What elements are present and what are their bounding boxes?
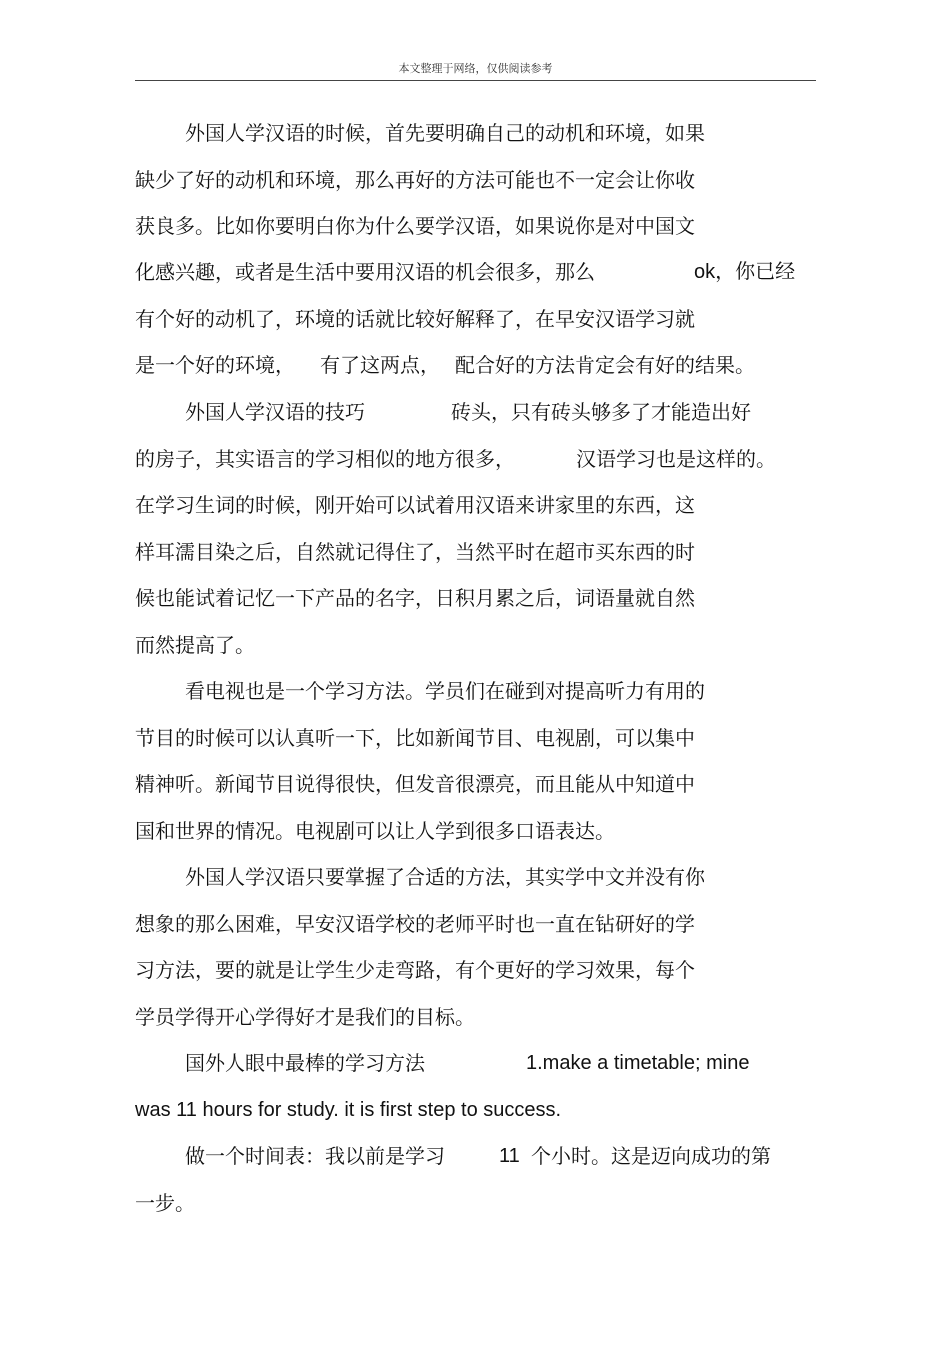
text-line: 外国人学汉语只要掌握了合适的方法，其实学中文并没有你 — [185, 865, 705, 889]
text-line: 看电视也是一个学习方法。学员们在碰到对提高听力有用的 — [185, 679, 705, 703]
text-line: 是一个好的环境， — [135, 353, 295, 377]
text-line: 配合好的方法肯定会有好的结果。 — [455, 353, 755, 377]
text-line: 砖头，只有砖头够多了才能造出好 — [451, 400, 751, 424]
text-line: 个小时。这是迈向成功的第 — [531, 1144, 771, 1168]
text-line: 节目的时候可以认真听一下，比如新闻节目、电视剧，可以集中 — [135, 726, 695, 750]
text-line: 获良多。比如你要明白你为什么要学汉语，如果说你是对中国文 — [135, 214, 695, 238]
text-line: 1.make a timetable; mine — [526, 1052, 750, 1074]
header-note: 本文整理于网络，仅供阅读参考 — [398, 62, 553, 75]
text-line: 候也能试着记忆一下产品的名字，日积月累之后，词语量就自然 — [135, 586, 695, 610]
text-line: was 11 hours for study. it is first step to success. — [135, 1099, 562, 1121]
text-line: 做一个时间表：我以前是学习 — [185, 1144, 445, 1168]
text-line: 化感兴趣，或者是生活中要用汉语的机会很多，那么 — [135, 260, 595, 284]
text-line: 而然提高了。 — [135, 633, 255, 657]
text-line: 外国人学汉语的技巧 — [185, 400, 365, 424]
text-line: 缺少了好的动机和环境，那么再好的方法可能也不一定会让你收 — [135, 168, 695, 192]
text-line: 国和世界的情况。电视剧可以让人学到很多口语表达。 — [135, 819, 615, 843]
text-line: 的房子，其实语言的学习相似的地方很多， — [135, 447, 515, 471]
text-line: ok，你已经 — [694, 261, 796, 283]
text-line: 国外人眼中最棒的学习方法 — [185, 1051, 425, 1075]
text-line: 在学习生词的时候，刚开始可以试着用汉语来讲家里的东西，这 — [135, 493, 695, 517]
text-line: 有了这两点， — [320, 353, 440, 377]
text-line: 一步。 — [135, 1191, 195, 1215]
text-line: 外国人学汉语的时候，首先要明确自己的动机和环境，如果 — [185, 121, 705, 145]
text-line: 学员学得开心学得好才是我们的目标。 — [135, 1005, 475, 1029]
text-line: 样耳濡目染之后，自然就记得住了，当然平时在超市买东西的时 — [135, 540, 695, 564]
text-line: 习方法，要的就是让学生少走弯路，有个更好的学习效果，每个 — [135, 958, 695, 982]
text-line: 想象的那么困难，早安汉语学校的老师平时也一直在钻研好的学 — [135, 912, 695, 936]
text-line: 11 — [499, 1145, 520, 1167]
text-line: 精神听。新闻节目说得很快，但发音很漂亮，而且能从中知道中 — [135, 772, 695, 796]
text-line: 汉语学习也是这样的。 — [576, 447, 776, 471]
text-line: 有个好的动机了，环境的话就比较好解释了，在早安汉语学习就 — [135, 307, 695, 331]
